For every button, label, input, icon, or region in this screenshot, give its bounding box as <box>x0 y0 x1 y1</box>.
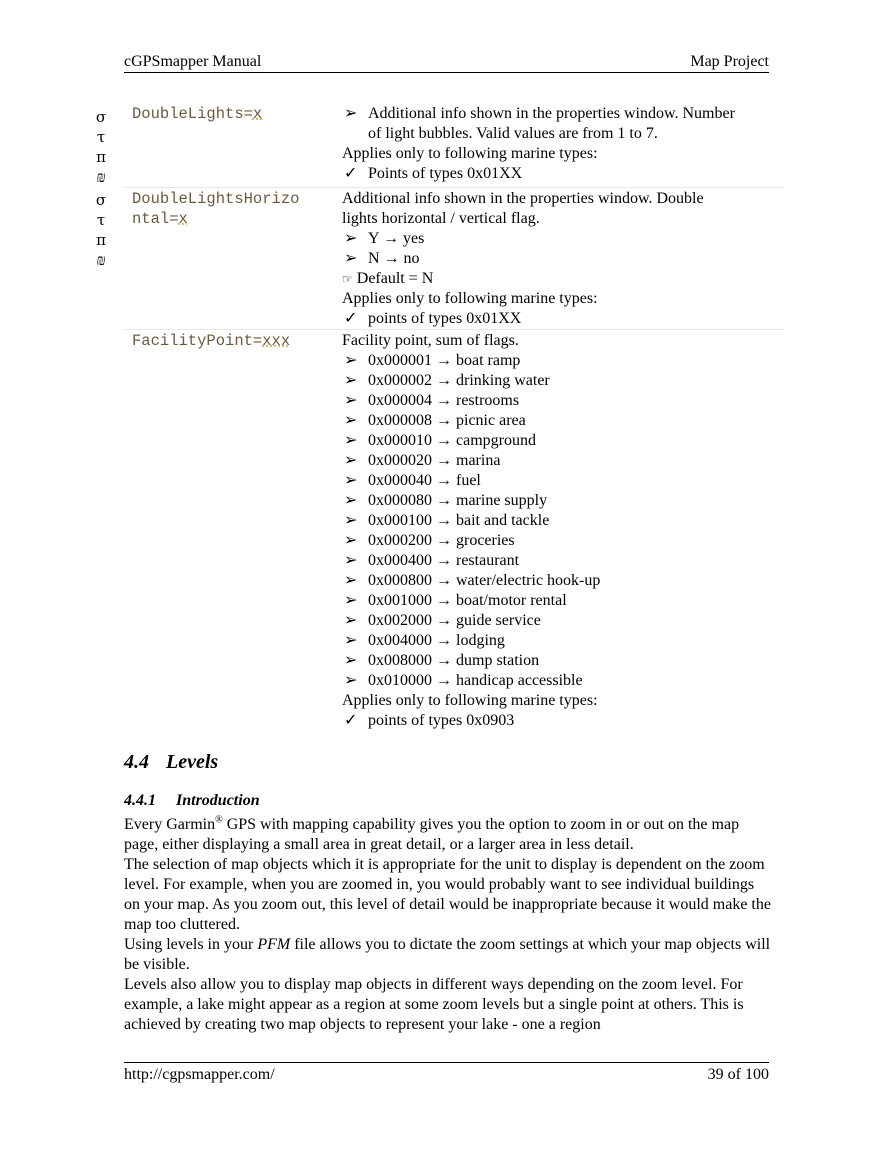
tau-symbol: τ <box>96 211 106 229</box>
margin-symbols-1 <box>94 107 108 187</box>
arrow-bullet-icon: ➢ <box>344 552 358 569</box>
arrow-bullet-icon: ➢ <box>344 250 358 267</box>
facility-flag-item: ➢ 0x004000 → lodging <box>344 632 505 649</box>
param-description: Facility point, sum of flags. ➢ 0x000001 → boat ramp ➢ 0x000002 → drinking water ➢ 0x000004 → restrooms ➢ 0x000008 → picnic area ➢ 0x000010 → campground ➢ 0x000020 → marina ➢ 0x000040 → fuel ➢ 0x000080 → marine supply ➢ 0x000100 → bait and tackle ➢ 0x000200 → groceries ➢ 0x000400 → restaurant ➢ 0x000800 → water/electric hook-up ➢ 0x001000 → boat/motor rental ➢ 0x002000 → guide service ➢ 0x004000 → lodging ➢ 0x008000 → dump station ➢ 0x010000 → handicap accessible Applies only to following marine types: ✓ points of types 0x0903 <box>342 331 782 731</box>
facility-flag-list <box>342 351 782 691</box>
facility-flag-item: ➢ 0x001000 → boat/motor rental <box>344 592 567 609</box>
page-footer <box>124 1062 769 1083</box>
param-key: DoubleLightsHorizo ntal=x <box>132 190 300 228</box>
subsection-heading: 4.4.1 Introduction <box>124 792 260 809</box>
arrow-bullet-icon: ➢ <box>344 392 358 409</box>
paragraph: The selection of map objects which it is appropriate for the unit to display is dependent on the zoom level. For example, when you are zoomed in, you would probably want to see individual buildings on your map. As you zoom out, this level of detail would be inappropriate because it would make the map too cluttered. <box>124 856 771 933</box>
param-row-facilitypoint <box>124 329 784 729</box>
facility-flag-item: ➢ 0x000001 → boat ramp <box>344 352 521 369</box>
arrow-bullet-icon: ➢ <box>344 592 358 609</box>
arrow-bullet-icon: ➢ <box>344 512 358 529</box>
arrow-bullet-icon: ➢ <box>344 472 358 489</box>
facility-flag-item: ➢ 0x000400 → restaurant <box>344 552 520 569</box>
facility-flag-item: ➢ 0x000004 → restrooms <box>344 392 520 409</box>
facility-flag-item: ➢ 0x000002 → drinking water <box>344 372 550 389</box>
param-description: Additional info shown in the properties window. Double lights horizontal / vertical flag. ➢ Y → yes ➢ N → no ☞ Default = N Applies only to following marine types: ✓ points of types 0x01XX <box>342 190 704 327</box>
paragraph: Using levels in your PFM file allows you to dictate the zoom settings at which your map objects will be visible. <box>124 936 771 973</box>
facility-flag-item: ➢ 0x000020 → marina <box>344 452 501 469</box>
arrow-bullet-icon: ➢ <box>344 532 358 549</box>
page-header <box>124 53 769 73</box>
facility-flag-item: ➢ 0x002000 → guide service <box>344 612 541 629</box>
arrow-bullet-icon: ➢ <box>344 452 358 469</box>
arrow-bullet-icon: ➢ <box>344 230 358 247</box>
facility-flag-item: ➢ 0x000080 → marine supply <box>344 492 548 509</box>
arrow-bullet-icon: ➢ <box>344 352 358 369</box>
arrow-bullet-icon: ➢ <box>344 672 358 689</box>
tau-symbol: τ <box>96 128 106 146</box>
pi-symbol: π <box>96 148 106 166</box>
paragraph: Every Garmin® GPS with mapping capability gives you the option to zoom in or out on the map page, either displaying a small area in great detail, or a larger area in less detail. <box>124 814 740 853</box>
facility-flag-item: ➢ 0x000200 → groceries <box>344 532 515 549</box>
param-row-doublelights-horizontal <box>124 187 784 327</box>
sigma-symbol: σ <box>95 191 107 209</box>
param-description: ➢ Additional info shown in the properties window. Number of light bubbles. Valid values are from 1 to 7. Applies only to following marine types: ✓ Points of types 0x01XX <box>342 105 735 182</box>
header-title: cGPSmapper Manual <box>124 53 262 70</box>
arrow-bullet-icon: ➢ <box>344 612 358 629</box>
facility-flag-item: ➢ 0x000010 → campground <box>344 432 536 449</box>
pointing-hand-icon: ☞ <box>342 272 353 286</box>
check-icon: ✓ <box>344 165 358 182</box>
sheqel-symbol: ₪ <box>96 168 106 186</box>
facility-flag-item: ➢ 0x000800 → water/electric hook-up <box>344 572 601 589</box>
check-icon: ✓ <box>344 310 358 327</box>
facility-flag-item: ➢ 0x000040 → fuel <box>344 472 481 489</box>
pi-symbol: π <box>96 231 106 249</box>
body-text <box>124 815 774 1035</box>
arrow-bullet-icon: ➢ <box>344 105 358 122</box>
page-number: 39 of 100 <box>707 1066 769 1083</box>
footer-url[interactable]: http://cgpsmapper.com/ <box>124 1066 275 1083</box>
arrow-bullet-icon: ➢ <box>344 632 358 649</box>
facility-flag-item: ➢ 0x000100 → bait and tackle <box>344 512 550 529</box>
param-key: FacilityPoint=xxx <box>132 332 291 350</box>
section-heading: 4.4 Levels <box>124 751 219 773</box>
arrow-bullet-icon: ➢ <box>344 432 358 449</box>
sigma-symbol: σ <box>95 108 107 126</box>
facility-flag-item: ➢ 0x008000 → dump station <box>344 652 540 669</box>
arrow-bullet-icon: ➢ <box>344 572 358 589</box>
facility-flag-item: ➢ 0x000008 → picnic area <box>344 412 526 429</box>
param-key: DoubleLights=x <box>132 105 263 123</box>
sheqel-symbol: ₪ <box>96 251 106 269</box>
arrow-bullet-icon: ➢ <box>344 412 358 429</box>
check-icon: ✓ <box>344 712 358 729</box>
facility-flag-item: ➢ 0x010000 → handicap accessible <box>344 672 583 689</box>
paragraph: Levels also allow you to display map objects in different ways depending on the zoom level. For example, a lake might appear as a region at some zoom levels but a single point at others. This is achieved by creating two map objects to represent your lake - one a region <box>124 976 744 1033</box>
arrow-bullet-icon: ➢ <box>344 652 358 669</box>
arrow-bullet-icon: ➢ <box>344 372 358 389</box>
arrow-bullet-icon: ➢ <box>344 492 358 509</box>
margin-symbols-2 <box>94 190 108 270</box>
header-section: Map Project <box>690 53 769 70</box>
